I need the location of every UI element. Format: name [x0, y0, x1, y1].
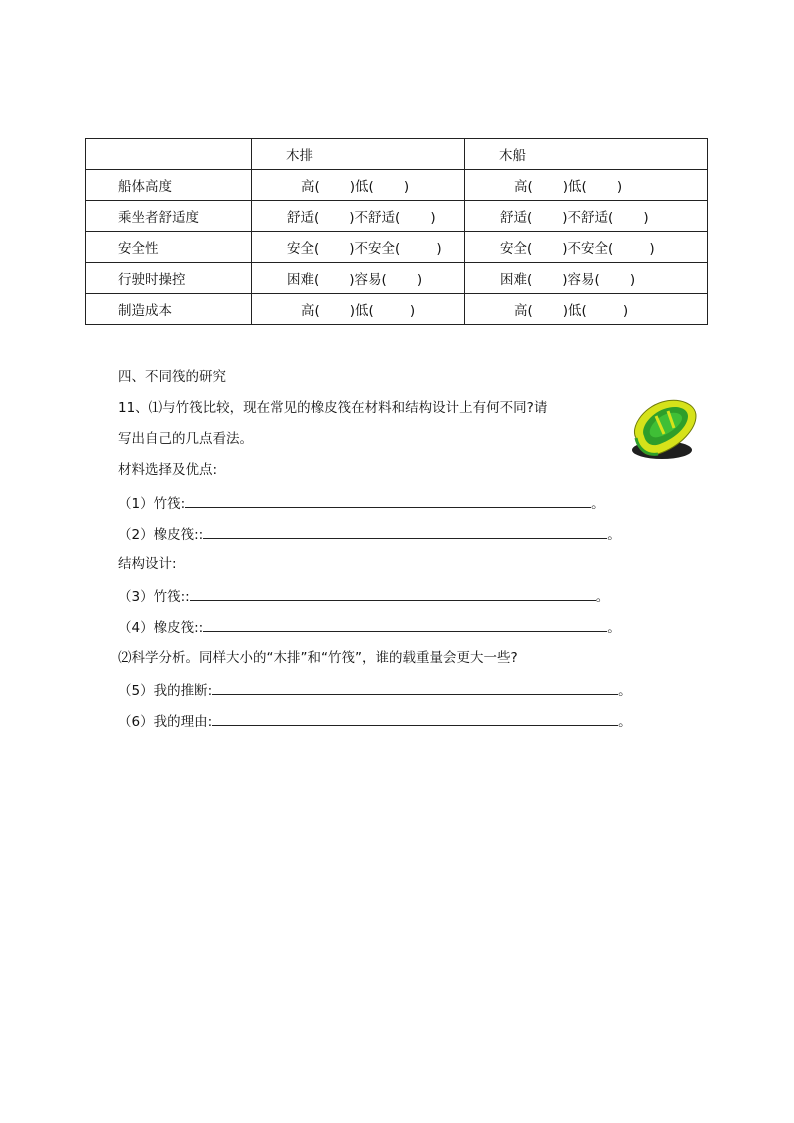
header-empty — [86, 139, 252, 170]
answer-blank[interactable] — [212, 678, 618, 695]
table-row — [86, 170, 708, 201]
answer-line-6 — [118, 709, 632, 731]
row-label: 乘坐者舒适度 — [86, 201, 252, 232]
question-11-line-2: 写出自己的几点看法。 — [118, 431, 253, 447]
option-a: 困难( — [287, 272, 320, 288]
option-b: )容易( — [562, 272, 600, 288]
row-label: 船体高度 — [86, 170, 252, 201]
option-b: )不安全( — [349, 241, 401, 257]
option-a: 高( — [514, 303, 533, 319]
item-label: （6）我的理由: — [118, 714, 213, 730]
table-row — [86, 232, 708, 263]
answer-blank[interactable] — [212, 709, 618, 726]
answer-line-1 — [118, 491, 605, 513]
item-label: （2）橡皮筏:: — [118, 527, 204, 543]
option-b: )容易( — [349, 272, 387, 288]
boat-option — [465, 232, 708, 263]
answer-blank[interactable] — [190, 584, 596, 601]
option-b: )不舒适( — [349, 210, 401, 226]
option-c: ) — [643, 210, 649, 226]
row-label: 制造成本 — [86, 294, 252, 325]
table-row — [86, 263, 708, 294]
structure-heading: 结构设计: — [118, 556, 177, 572]
option-b: )不舒适( — [562, 210, 614, 226]
period: 。 — [618, 714, 632, 730]
boat-option — [465, 263, 708, 294]
item-label: （3）竹筏:: — [118, 589, 190, 605]
option-a: 高( — [514, 179, 533, 195]
option-c: ) — [409, 303, 416, 319]
item-label: （1）竹筏: — [118, 496, 186, 512]
raft-option — [252, 294, 465, 325]
option-a: 舒适( — [287, 210, 320, 226]
option-b: )低( — [349, 303, 374, 319]
raft-option — [252, 232, 465, 263]
option-b: )不安全( — [562, 241, 614, 257]
table-row — [86, 201, 708, 232]
raft-option — [252, 263, 465, 294]
question-2-line: ⑵科学分析。同样大小的“木排”和“竹筏”，谁的载重量会更大一些? — [118, 650, 518, 666]
table-header-row — [86, 139, 708, 170]
header-boat: 木船 — [465, 139, 708, 170]
period: 。 — [595, 589, 610, 605]
item-label: （4）橡皮筏:: — [118, 620, 204, 636]
inflatable-raft-image — [628, 394, 700, 470]
boat-option — [465, 201, 708, 232]
item-label: （5）我的推断: — [118, 683, 213, 699]
row-label: 行驶时操控 — [86, 263, 252, 294]
option-c: ) — [403, 179, 410, 195]
answer-line-3 — [118, 584, 609, 606]
raft-option — [252, 201, 465, 232]
option-c: ) — [430, 210, 436, 226]
answer-line-4 — [118, 615, 621, 637]
answer-blank[interactable] — [185, 491, 591, 508]
answer-line-5 — [118, 678, 632, 700]
answer-line-2 — [118, 522, 621, 544]
option-c: ) — [629, 272, 636, 288]
option-a: 安全( — [287, 241, 320, 257]
answer-blank[interactable] — [203, 522, 607, 539]
question-11-line-1: 11、⑴与竹筏比较，现在常见的橡皮筏在材料和结构设计上有何不同?请 — [118, 400, 548, 416]
materials-heading: 材料选择及优点: — [118, 462, 218, 478]
option-a: 舒适( — [500, 210, 533, 226]
option-c: ) — [649, 241, 655, 257]
option-c: ) — [622, 303, 629, 319]
section-heading: 四、不同筏的研究 — [118, 369, 226, 385]
comparison-table — [85, 138, 708, 325]
option-a: 高( — [301, 179, 320, 195]
option-a: 高( — [301, 303, 320, 319]
option-c: ) — [436, 241, 442, 257]
raft-option — [252, 170, 465, 201]
option-a: 安全( — [500, 241, 533, 257]
option-b: )低( — [349, 179, 374, 195]
boat-option — [465, 170, 708, 201]
period: 。 — [607, 527, 621, 543]
table-row — [86, 294, 708, 325]
header-raft: 木排 — [252, 139, 465, 170]
option-c: ) — [416, 272, 423, 288]
answer-blank[interactable] — [203, 615, 607, 632]
period: 。 — [618, 683, 632, 699]
option-b: )低( — [562, 303, 587, 319]
option-c: ) — [616, 179, 623, 195]
boat-option — [465, 294, 708, 325]
period: 。 — [591, 496, 605, 512]
period: 。 — [607, 620, 621, 636]
option-b: )低( — [562, 179, 587, 195]
option-a: 困难( — [500, 272, 533, 288]
row-label: 安全性 — [86, 232, 252, 263]
